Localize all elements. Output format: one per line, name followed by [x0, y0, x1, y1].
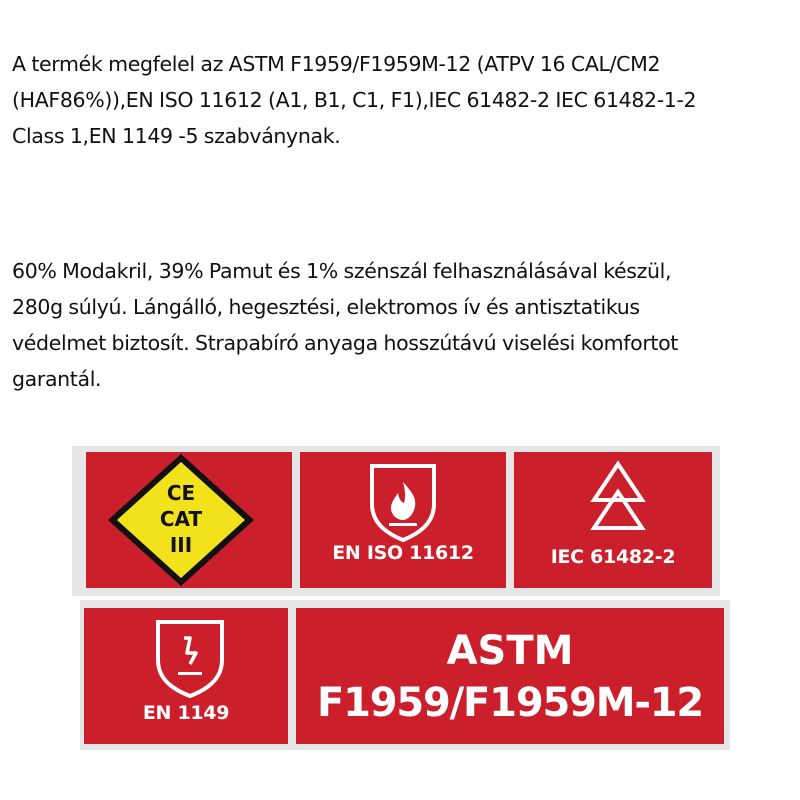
badge-ce-cat [86, 452, 292, 588]
cat-label: CAT [159, 507, 203, 531]
badge-en-1149 [84, 608, 288, 744]
material-line-2: 280g súlyú. Lángálló, hegesztési, elektromos ív és antisztatikus [12, 295, 640, 319]
cat-level-label: III [169, 533, 193, 557]
en-iso-11612-label: EN ISO 11612 [332, 542, 474, 564]
standards-line-2: (HAF86%)),EN ISO 11612 (A1, B1, C1, F1),IEC 61482-2 IEC 61482-1-2 [12, 88, 697, 112]
standards-line-1: A termék megfelel az ASTM F1959/F1959M-12 (ATPV 16 CAL/CM2 [12, 52, 661, 76]
material-line-3: védelmet biztosít. Strapabíró anyaga hosszútávú viselési komfortot [12, 331, 678, 355]
en-1149-label: EN 1149 [142, 702, 230, 724]
badge-en-iso-11612 [300, 452, 506, 588]
ce-label: CE [166, 481, 196, 505]
material-line-4: garantál. [12, 367, 102, 391]
iec-61482-2-label: IEC 61482-2 [550, 546, 676, 568]
astm-label: ASTM [446, 628, 574, 674]
material-paragraph [12, 253, 797, 397]
badge-iec-61482-2 [514, 452, 712, 588]
badge-astm-f1959 [296, 608, 724, 744]
warning-diamond-icon [86, 452, 292, 588]
flame-shield-icon [300, 452, 506, 588]
astm-standard-label: F1959/F1959M-12 [317, 680, 703, 726]
standards-paragraph [12, 46, 797, 154]
material-line-1: 60% Modakril, 39% Pamut és 1% szénszál felhasználásával készül, [12, 259, 672, 283]
standards-line-3: Class 1,EN 1149 -5 szabványnak. [12, 124, 341, 148]
